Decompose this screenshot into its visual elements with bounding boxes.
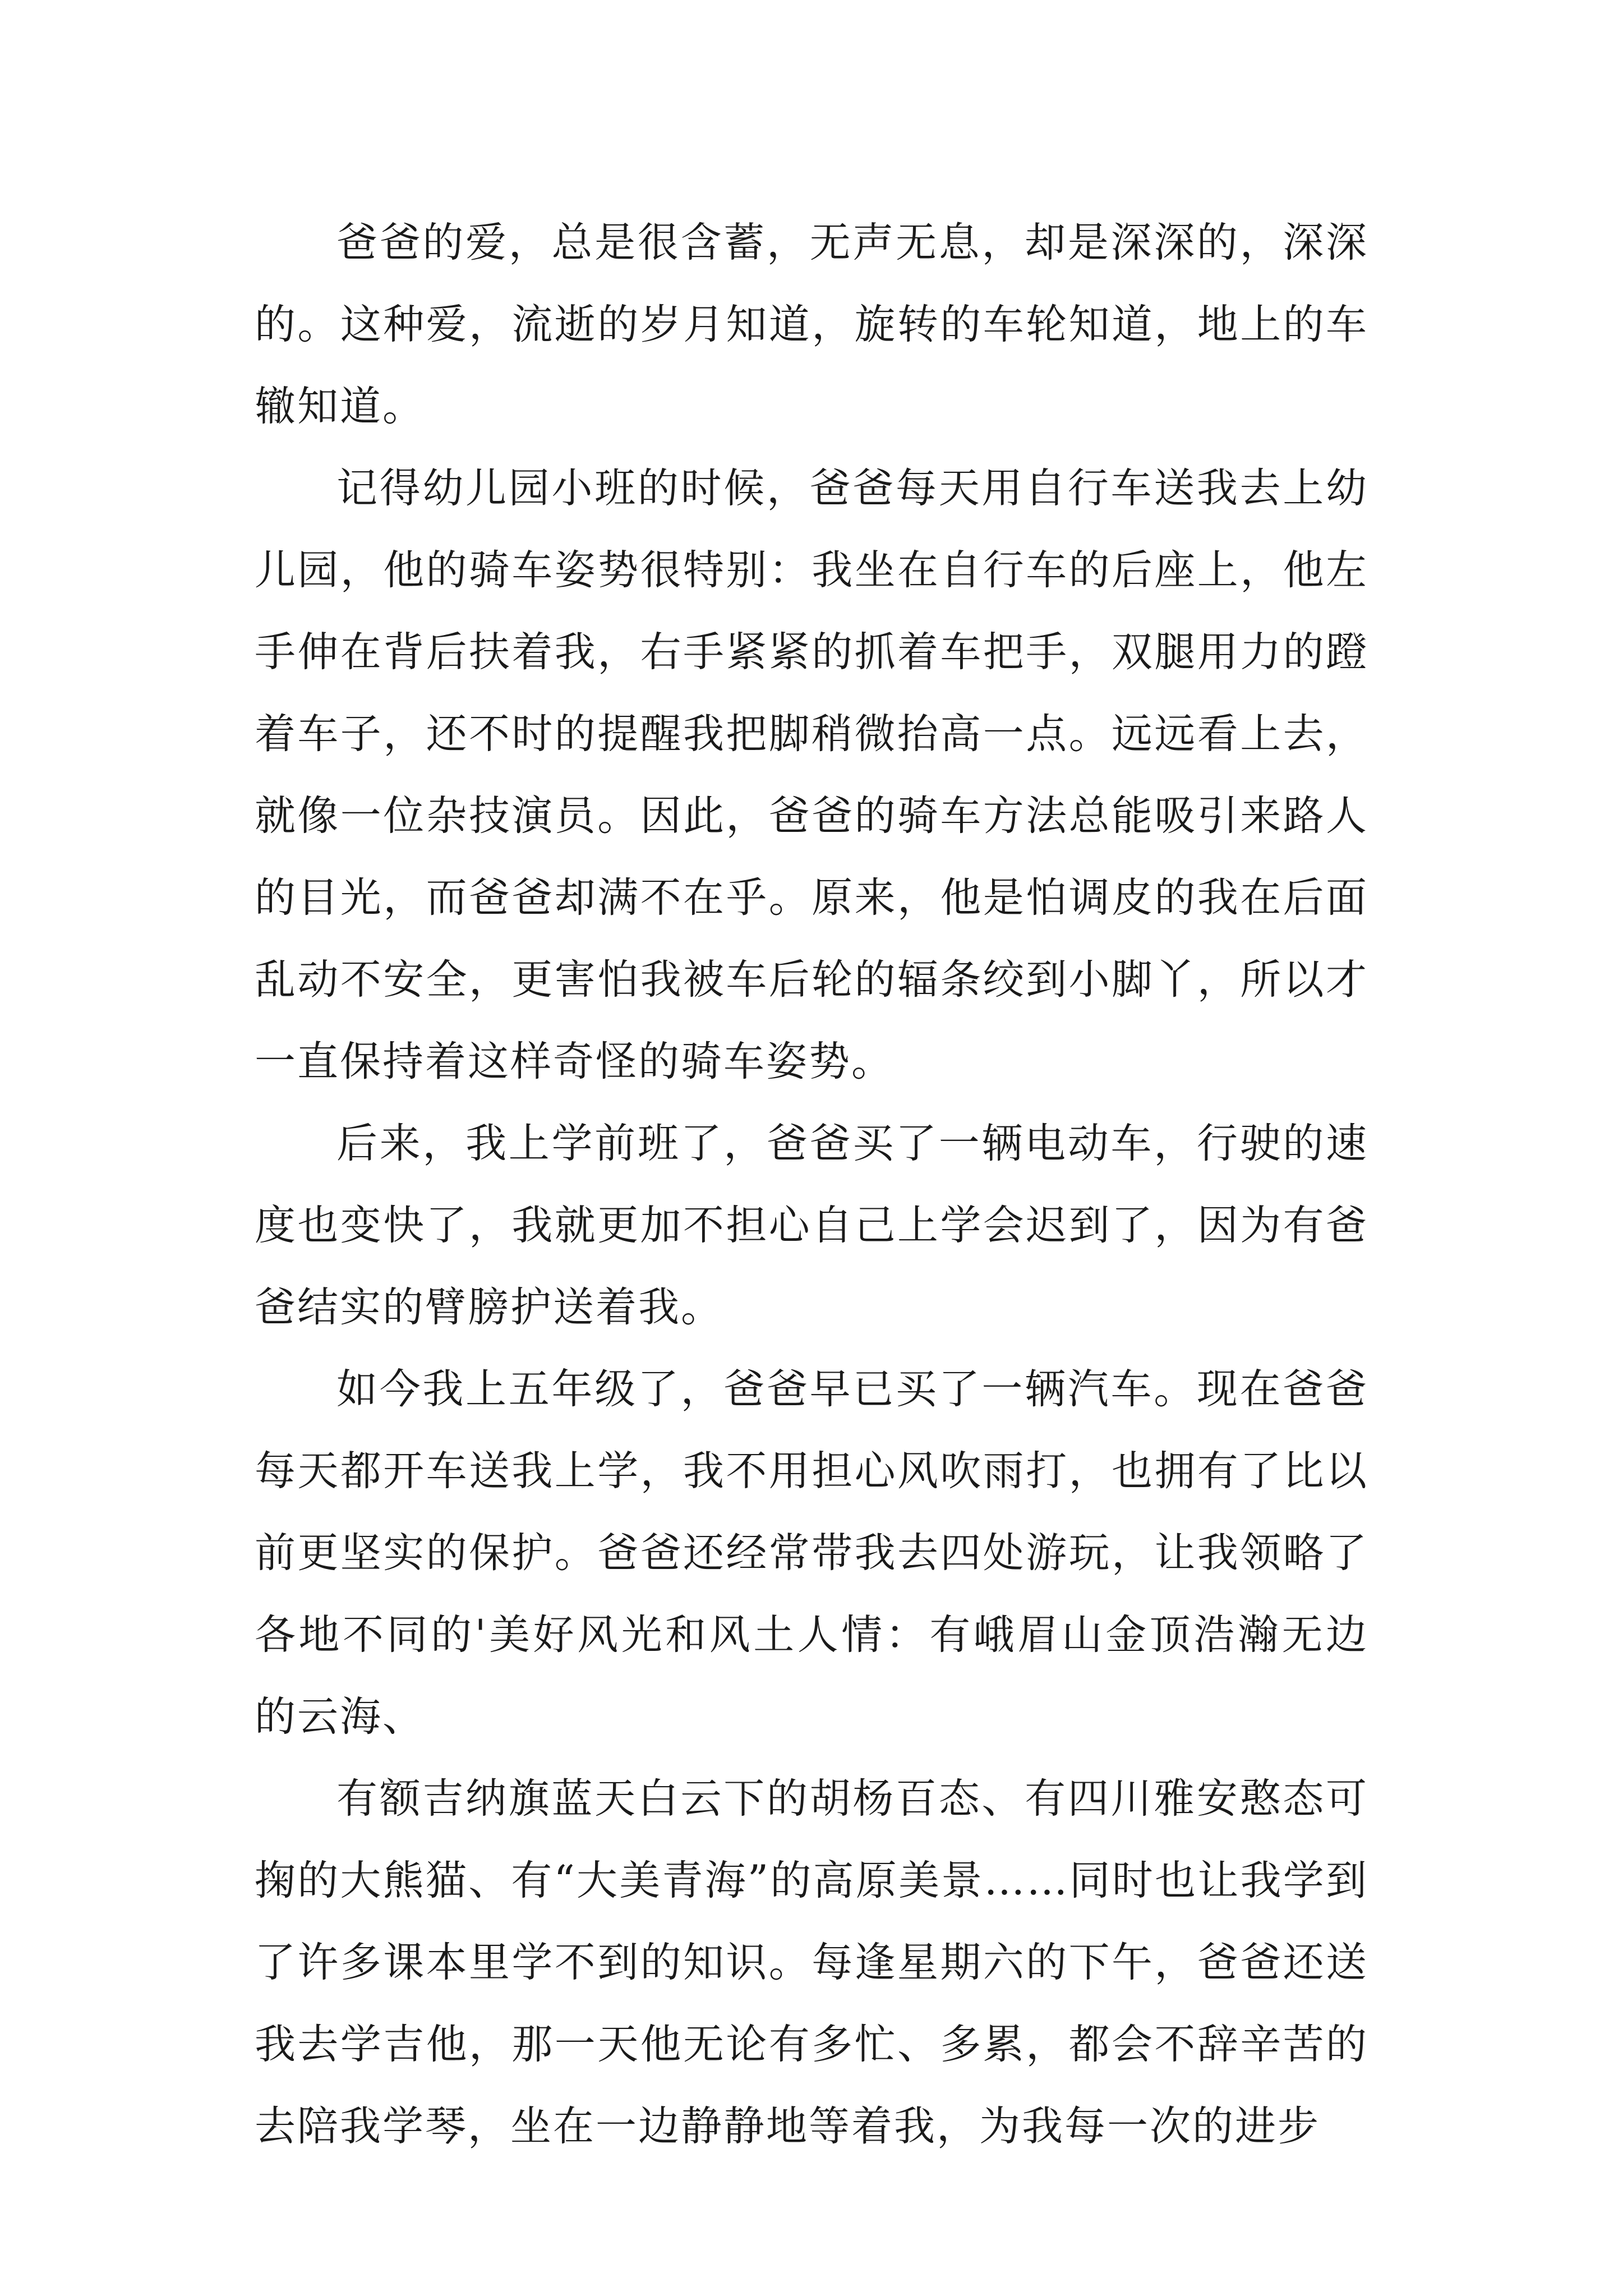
paragraph-2: 记得幼儿园小班的时候，爸爸每天用自行车送我去上幼儿园，他的骑车姿势很特别：我坐在自行车的后座上，他左手伸在背后扶着我，右手紧紧的抓着车把手，双腿用力的蹬着车子，还不时的提醒我把脚稍微抬高一点。远远看上去，就像一位杂技演员。因此，爸爸的骑车方法总能吸引来路人的目光，而爸爸却满不在乎。原来，他是怕调皮的我在后面乱动不安全，更害怕我被车后轮的辐条绞到小脚丫，所以才一直保持着这样奇怪的骑车姿势。 xyxy=(255,464,1368,1085)
paragraph-4: 如今我上五年级了，爸爸早已买了一辆汽车。现在爸爸每天都开车送我上学，我不用担心风吹雨打，也拥有了比以前更坚实的保护。爸爸还经常带我去四处游玩，让我领略了各地不同的'美好风光和风土人情：有峨眉山金顶浩瀚无边的云海、 xyxy=(255,1365,1368,1741)
document-body xyxy=(255,202,1368,2168)
paragraph-5: 有额吉纳旗蓝天白云下的胡杨百态、有四川雅安憨态可掬的大熊猫、有“大美青海”的高原美景……同时也让我学到了许多课本里学不到的知识。每逢星期六的下午，爸爸还送我去学吉他，那一天他无论有多忙、多累，都会不辞辛苦的去陪我学琴，坐在一边静静地等着我，为我每一次的进步 xyxy=(255,1775,1368,2150)
paragraph-1: 爸爸的爱，总是很含蓄，无声无息，却是深深的，深深的。这种爱，流逝的岁月知道，旋转的车轮知道，地上的车辙知道。 xyxy=(255,219,1368,430)
paragraph-3: 后来，我上学前班了，爸爸买了一辆电动车，行驶的速度也变快了，我就更加不担心自己上学会迟到了，因为有爸爸结实的臂膀护送着我。 xyxy=(255,1120,1368,1331)
